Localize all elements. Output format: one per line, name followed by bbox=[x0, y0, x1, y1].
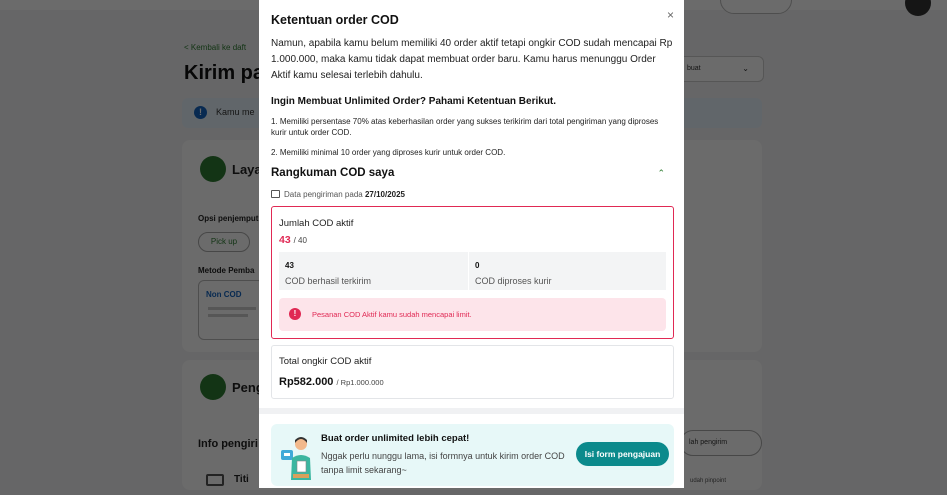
alert-icon: ! bbox=[289, 308, 301, 320]
chevron-up-icon[interactable]: ⌃ bbox=[657, 168, 665, 178]
shipping-cost-value: Rp582.000 bbox=[279, 376, 334, 388]
rules-list bbox=[271, 116, 675, 158]
modal-header bbox=[259, 0, 684, 36]
section-divider bbox=[259, 408, 684, 414]
active-cod-value: 43 bbox=[279, 234, 291, 246]
shipping-cost-limit: / Rp1.000.000 bbox=[336, 378, 384, 387]
modal-title: Ketentuan order COD bbox=[271, 13, 399, 27]
processing-count: 0 bbox=[475, 261, 480, 270]
cod-summary-header[interactable] bbox=[271, 167, 675, 179]
limit-warning bbox=[279, 298, 666, 331]
calendar-icon bbox=[271, 190, 280, 198]
person-illustration-icon bbox=[279, 434, 319, 480]
rule-item: 1. Memiliki persentase 70% atas keberhasilan order yang sukses terikirim dari total pengiriman yang diproses kurir untuk order COD. bbox=[271, 117, 659, 137]
close-icon[interactable]: × bbox=[666, 8, 674, 22]
rules-heading: Ingin Membuat Unlimited Order? Pahami Ketentuan Berikut. bbox=[271, 96, 557, 107]
limit-warning-text: Pesanan COD Aktif kamu sudah mencapai limit. bbox=[312, 310, 472, 319]
processing-label: COD diproses kurir bbox=[475, 276, 552, 286]
shipping-cost bbox=[279, 376, 384, 388]
delivered-label: COD berhasil terkirim bbox=[285, 276, 372, 286]
date-value: 27/10/2025 bbox=[364, 190, 405, 199]
promo-title: Buat order unlimited lebih cepat! bbox=[321, 433, 470, 444]
fill-form-button[interactable]: Isi form pengajuan bbox=[576, 442, 669, 466]
promo-text: Nggak perlu nunggu lama, isi formnya untuk kirim order COD tanpa limit sekarang~ bbox=[321, 451, 565, 475]
processing-stat bbox=[469, 252, 666, 290]
active-cod-card bbox=[271, 206, 674, 339]
active-cod-label: Jumlah COD aktif bbox=[279, 218, 354, 229]
rule-item: 2. Memiliki minimal 10 order yang diproses kurir untuk order COD. bbox=[271, 148, 506, 157]
delivered-stat bbox=[279, 252, 468, 290]
active-cod-limit: / 40 bbox=[293, 236, 307, 245]
unlimited-order-promo bbox=[271, 424, 674, 486]
date-prefix: Data pengiriman pada bbox=[284, 190, 363, 199]
shipping-cost-label: Total ongkir COD aktif bbox=[279, 356, 372, 367]
cod-terms-modal bbox=[259, 0, 684, 488]
delivered-count: 43 bbox=[285, 261, 294, 270]
active-cod-count bbox=[279, 234, 307, 246]
cod-shipping-cost-card bbox=[271, 345, 674, 399]
modal-content bbox=[271, 36, 675, 167]
data-date bbox=[271, 190, 405, 199]
cod-limit-paragraph: Namun, apabila kamu belum memiliki 40 order aktif tetapi ongkir COD sudah mencapai Rp 1.000.000, maka kamu tidak dapat membuat order baru. Kamu harus menunggu Order Aktif kamu selesai terlebih dahulu. bbox=[271, 38, 673, 81]
cod-summary-title: Rangkuman COD saya bbox=[271, 167, 395, 179]
